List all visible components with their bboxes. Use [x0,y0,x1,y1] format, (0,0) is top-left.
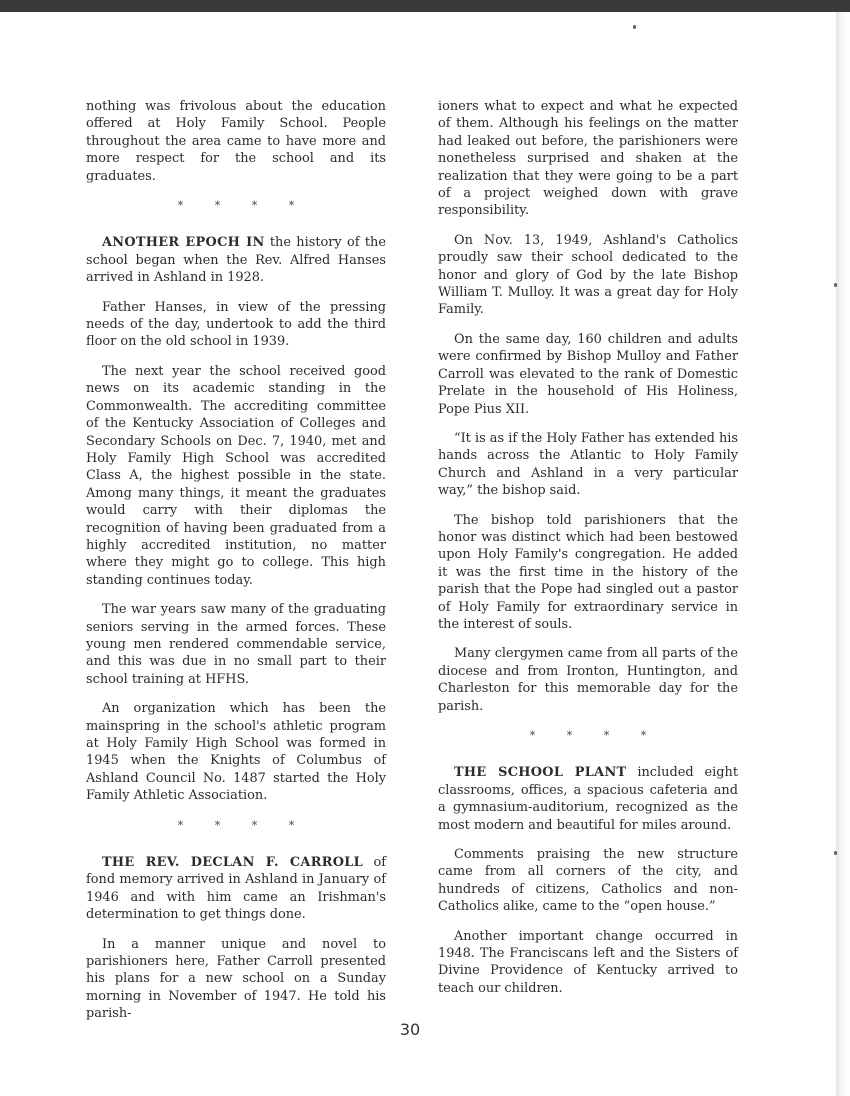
paragraph-text: In a manner unique and novel to parishioners here, Father Carroll presented his plans for a new school on a Sunday morning in November of 1947. He told his parish- [86,936,386,1022]
paragraph [438,232,738,319]
paragraph [86,98,386,185]
section-heading: THE REV. DECLAN F. CARROLL [102,855,364,871]
paragraph [86,601,386,688]
paragraph [86,299,386,351]
section-lead-paragraph [438,764,738,834]
section-separator: * * * * [177,818,309,832]
paragraph-text: Many clergymen came from all parts of the diocese and from Ironton, Huntington, and Charleston for this memorable day for the parish. [438,646,738,714]
page-edge-shadow [836,12,850,1096]
paragraph-text: of fond memory arrived in Ashland in January of 1946 and with him came an Irishman's determination to get things done. [86,855,386,923]
section-heading: ANOTHER EPOCH IN [102,235,265,251]
section-heading: THE SCHOOL PLANT [454,765,627,781]
section-lead-paragraph [86,854,386,924]
scan-speck [633,25,636,29]
paragraph [438,331,738,418]
paragraph [438,512,738,634]
paragraph [438,98,738,220]
paragraph-text: Comments praising the new structure came from all corners of the city, and hundreds of citizens, Catholics and non-Catholics alike, came to the “open house.” [438,847,738,915]
paragraph-text: nothing was frivolous about the education offered at Holy Family School. People throughout the area came to have more and more respect for the school and its graduates. [86,99,386,184]
paragraph-text: On Nov. 13, 1949, Ashland's Catholics proudly saw their school dedicated to the honor and glory of God by the late Bishop William T. Mulloy. It was a great day for Holy Family. [438,232,738,318]
paragraph-text: ioners what to expect and what he expected of them. Although his feelings on the matter had leaked out before, the parishioners were nonetheless surprised and shaken at the realization that they were going to be a part of a project weighed down with grave responsibility. [438,99,738,219]
scan-speck [834,851,837,855]
section-separator: * * * * [529,729,661,742]
paragraph-text: included eight classrooms, offices, a spacious cafeteria and a gymnasium-auditorium, recognized as the most modern and beautiful for miles around. [438,765,738,833]
scan-speck [834,283,837,287]
paragraph-text: The next year the school received good news on its academic standing in the Commonwealth. The accrediting committee of the Kentucky Association of Colleges and Secondary Schools on Dec. 7, 1940, met and Holy Family High School was accredited Class A, the highest possible in the state. Among many things, it meant the graduates would carry with their diplomas the recognition of having been graduated from a highly accredited institution, no matter where they might go to college. This high standing continues today. [86,363,386,588]
paragraph-text: The war years saw many of the graduating seniors serving in the armed forces. These young men rendered commendable service, and this was due in no small part to their school training at HFHS. [86,602,386,687]
paragraph [438,928,738,998]
section-lead-paragraph [86,234,386,286]
left-column [86,98,386,1035]
paragraph [86,936,386,1023]
paragraph-text: Another important change occurred in 1948. The Franciscans left and the Sisters of Divine Providence of Kentucky arrived to teach our children. [438,928,738,996]
paragraph-text: “It is as if the Holy Father has extended his hands across the Atlantic to Holy Family Church and Ashland in a very particular way,” the bishop said. [438,430,739,499]
page-number: 30 [399,1020,421,1039]
paragraph [438,846,738,916]
paragraph [438,430,738,500]
paragraph-text: On the same day, 160 children and adults were confirmed by Bishop Mulloy and Father Carroll was elevated to the rank of Domestic Prelate in the household of His Holiness, Pope Pius XII. [438,331,738,417]
paragraph-text: Father Hanses, in view of the pressing needs of the day, undertook to add the third floor on the old school in 1939. [86,299,386,350]
right-column [438,98,738,1009]
section-separator: * * * * [177,199,309,213]
scan-top-border [0,0,850,12]
paragraph [86,700,386,804]
paragraph [438,645,738,715]
paragraph-text: The bishop told parishioners that the honor was distinct which had been bestowed upon Holy Family's congregation. He added it was the first time in the history of the parish that the Pope had singled out a pastor of Holy Family for extraordinary service in the interest of souls. [438,512,738,632]
paragraph [86,363,386,589]
paragraph-text: the history of the school began when the Rev. Alfred Hanses arrived in Ashland in 1928. [86,235,386,286]
paragraph-text: An organization which has been the mainspring in the school's athletic program at Holy Family High School was formed in 1945 when the Knights of Columbus of Ashland Council No. 1487 started the Holy Family Athletic Association. [86,701,386,804]
